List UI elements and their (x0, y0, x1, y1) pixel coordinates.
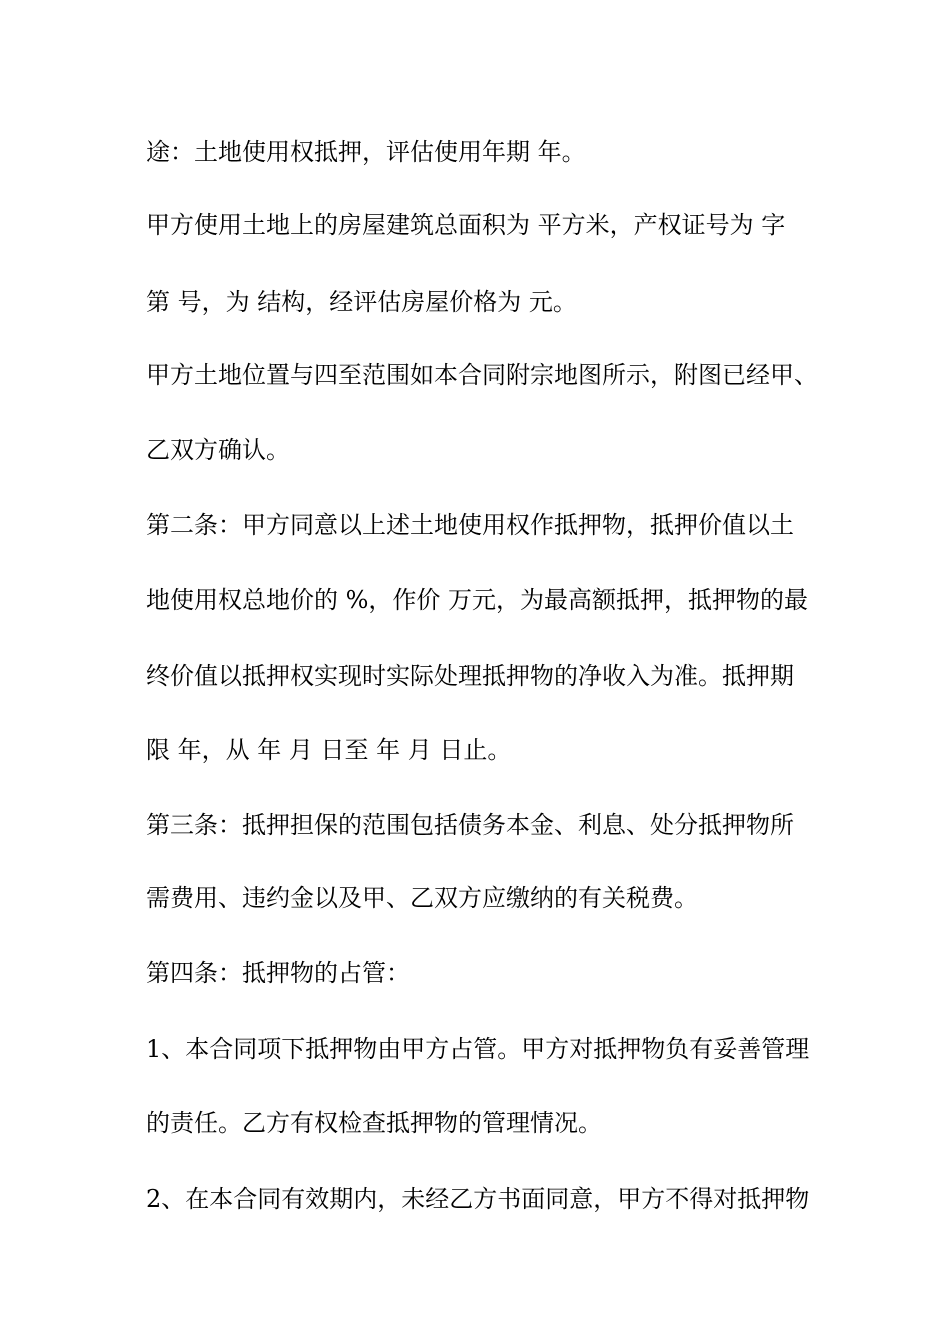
article-3-line-2: 需费用、违约金以及甲、乙双方应缴纳的有关税费。 (146, 884, 698, 912)
article-3-line-1: 第三条：抵押担保的范围包括债务本金、利息、处分抵押物所 (146, 811, 794, 839)
article-4-heading: 第四条：抵押物的占管： (146, 959, 410, 987)
clause-1-line-1: 1、本合同项下抵押物由甲方占管。甲方对抵押物负有妥善管理 (146, 1035, 810, 1063)
article-2-line-4: 限 年，从 年 月 日至 年 月 日止。 (146, 736, 512, 764)
text-line-1: 途：土地使用权抵押，评估使用年期 年。 (146, 138, 586, 166)
article-2-line-3: 终价值以抵押权实现时实际处理抵押物的净收入为准。抵押期 (146, 662, 794, 690)
clause-1-line-2: 的责任。乙方有权检查抵押物的管理情况。 (146, 1109, 602, 1137)
article-2-line-1: 第二条：甲方同意以上述土地使用权作抵押物，抵押价值以土 (146, 511, 794, 539)
text-line-3: 第 号，为 结构，经评估房屋价格为 元。 (146, 288, 577, 316)
text-line-5: 乙双方确认。 (146, 436, 290, 464)
text-line-2: 甲方使用土地上的房屋建筑总面积为 平方米，产权证号为 字 (146, 211, 786, 239)
clause-2-line-1: 2、在本合同有效期内，未经乙方书面同意，甲方不得对抵押物 (146, 1185, 810, 1213)
text-line-4: 甲方土地位置与四至范围如本合同附宗地图所示，附图已经甲、 (146, 361, 818, 389)
article-2-line-2: 地使用权总地价的 %，作价 万元，为最高额抵押，抵押物的最 (146, 586, 809, 614)
